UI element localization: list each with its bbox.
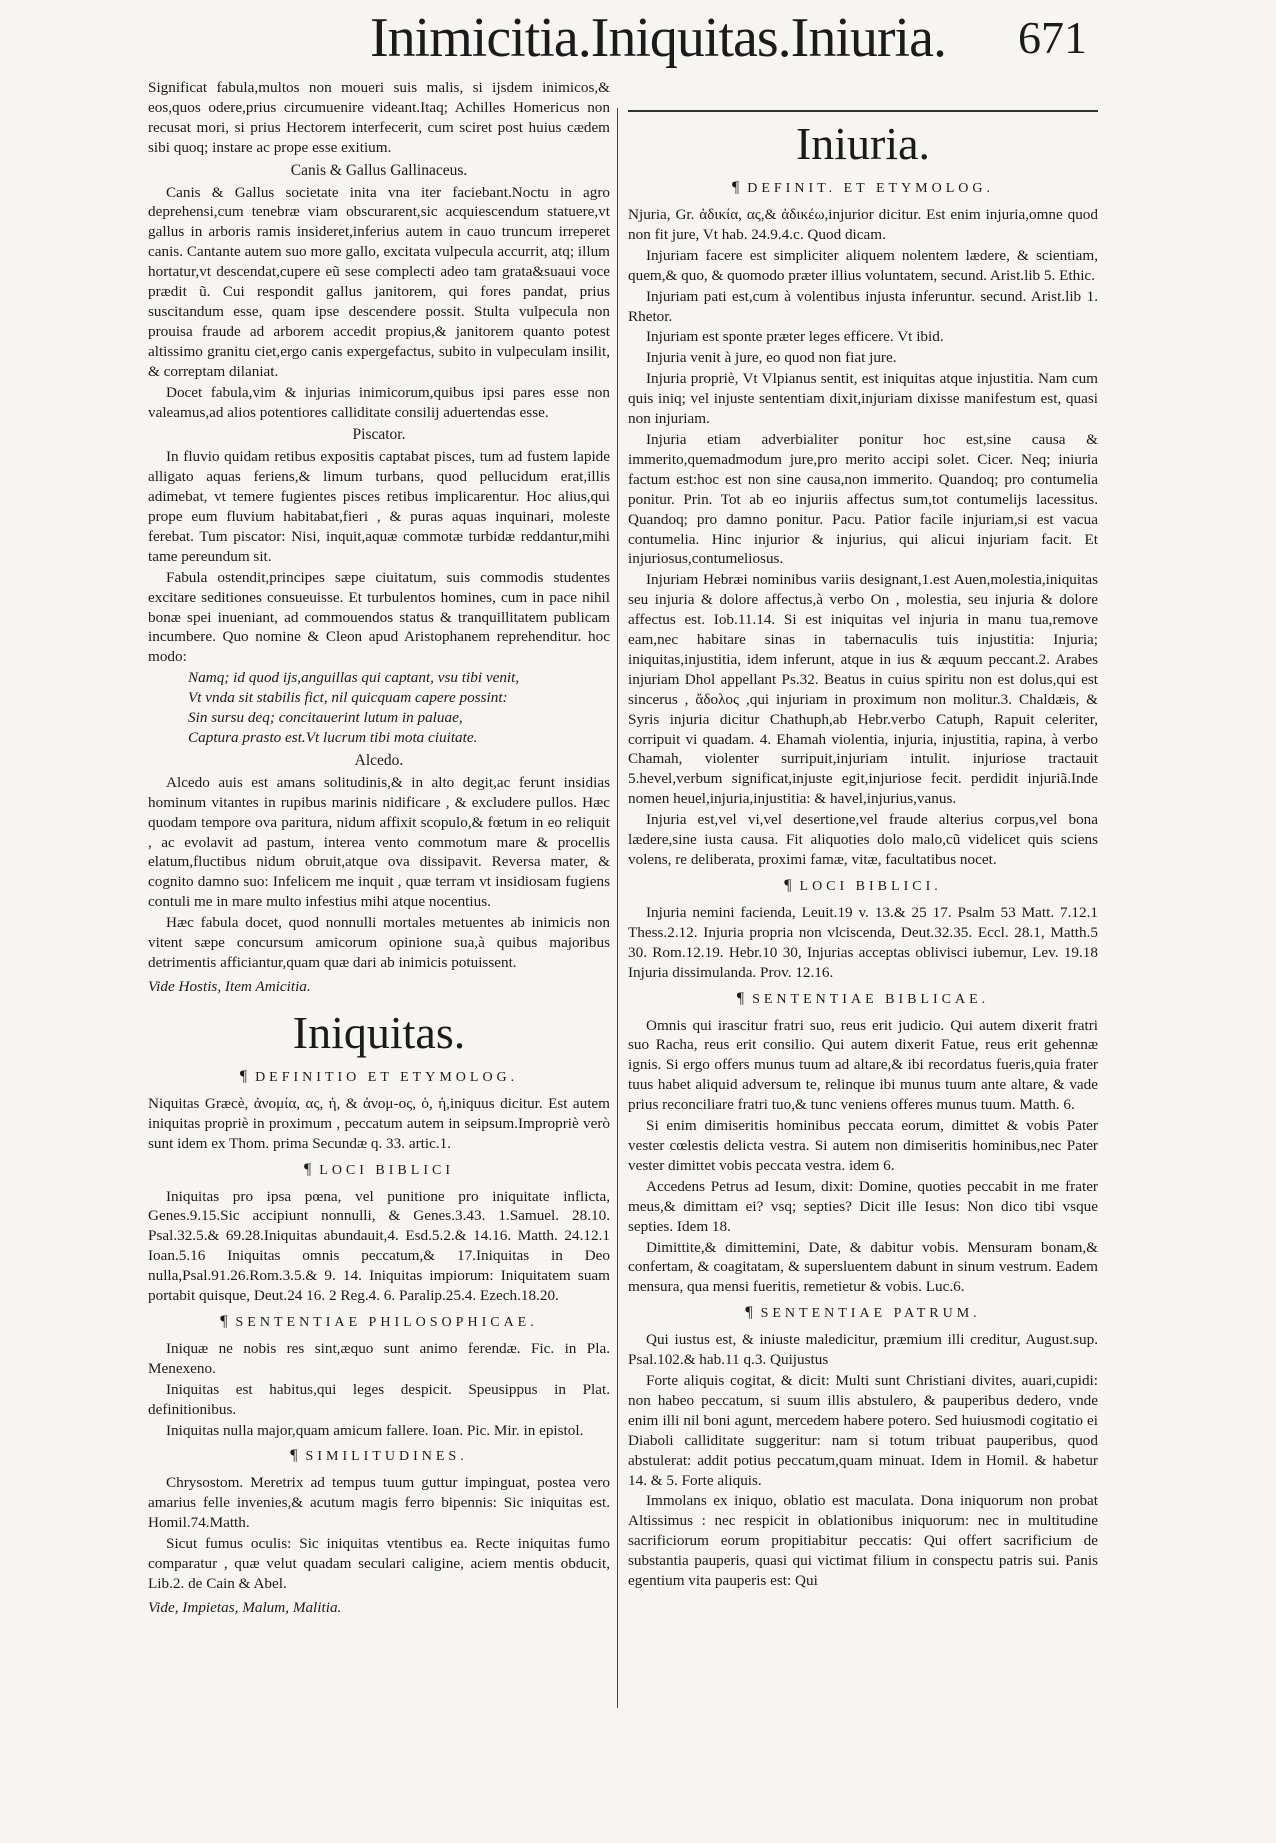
definition-paragraph: Injuriam est sponte præter leges efficere. Vt ibid.: [646, 328, 944, 346]
definition-paragraph: Niquitas Græcè, ἀνομία, ας, ἡ, & ἀνομ-ος, ὁ, ἡ,iniquus dicitur. Est autem iniquitas propriè in proximum , peccatum autem in seipsum.Impropriè verò sunt idem ex Thom. prima Secundæ q. 33. artic.1.: [148, 1094, 610, 1152]
section-heading-label: SENTENTIAE BIBLICAE.: [752, 991, 990, 1007]
verse-line: Vt vnda sit stabilis fict, nil quicquam capere possint:: [188, 689, 508, 707]
fable-moral-paragraph: Docet fabula,vim & injurias inimicorum,quibus ipsi pares esse non valeamus,ad alios potentiores calliditate consilij aduertendas esse.: [148, 383, 610, 421]
verse-line: Namq; id quod ijs,anguillas qui captant, vsu tibi venit,: [188, 669, 520, 687]
definition-paragraph: Injuria est,vel vi,vel desertione,vel fraude alterius corpus,vel bona lædere,sine iusta causa. Fit aliquoties dolo malo,cũ videlicet quis sciens volens, re deliberata, proximi famæ, vitæ, facultatibus nocet.: [628, 811, 1098, 868]
bible-refs-paragraph: Iniquitas pro ipsa pœna, vel punitione pro iniquitate inflicta, Genes.9.15.Sic accipiunt nonnulli, & Genes.3.43. 1.Samuel. 28.10. Psal.32.5.& 69.28.Iniquitas abundauit,4. Esd.5.2.& 14.16. Matth. 24.12.1 Ioan.5.16 Iniquitas omnis peccatum,& 17.Iniquitas in Deo nulla,Psal.91.26.Rom.3.5.& 9. 14. Iniquitas impiorum: Iniquitatem suam portabit quisque, Deut.24 16. 2 Reg.4. 6. Paralip.25.4. Ezech.18.20.: [148, 1187, 610, 1305]
fable-paragraph: In fluvio quidam retibus expositis captabat pisces, tum ad fustem lapide alligato aquas feriens,& limum turbans, quod pellucidum erat,illis adimebat, vt temere fugientes pisces retibus implicarentur. Hoc alius,qui prope eum fluvium habitabat,fieri , & puras aquas inquinari, moleste ferebat. Tum piscator: Nisi, inquit,aquæ commotæ turbidæ reddantur,mihi tame pereundum sit.: [148, 448, 610, 565]
section-heading: [148, 1067, 610, 1088]
bible-refs-paragraph: Injuria nemini facienda, Leuit.19 v. 13.& 25 17. Psalm 53 Matt. 7.12.1 Thess.2.12. Injuria propria non vlciscenda, Deut.32.35. Eccl. 28.1, Matth.5 30. Rom.12.19. Hebr.10 30, Injurias acceptas oblivisci iubemur, Lev. 19.18 Injuria dissimulanda. Prov. 12.16.: [628, 903, 1098, 981]
pilcrow-icon: ¶: [784, 876, 792, 894]
page-number: 671: [1018, 12, 1087, 63]
fable-moral-paragraph: Significat fabula,multos non moueri suis malis, si ijsdem inimicos,& eos,quos odere,prius circumuenire videant.Itaq; Achilles Homericus non recusat mori, si prius Hectorem interfecerit, cum sciret post huius cædem sibi quoq; instare ac prope esse exitium.: [148, 79, 610, 156]
section-heading-label: SENTENTIAE PHILOSOPHICAE.: [235, 1314, 538, 1330]
definition-paragraph: Injuria venit à jure, eo quod non fiat jure.: [646, 349, 897, 367]
section-heading: [628, 876, 1098, 897]
section-heading-label: DEFINIT. ET ETYMOLOG.: [747, 181, 995, 196]
section-heading: [628, 1303, 1098, 1324]
etymology-paragraph: Injuriam Hebræi nominibus variis designant,1.est Auen,molestia,iniquitas seu injuria & dolore affectus,à verbo On , molestia, seu injuria & dolore affectus est. Iob.11.14. Si est iniquitas vel injuria in manu tua,remove eam,nec habitare sinas in tabernaculis tuis injustitia: Injuria; iniquitas,injustitia, idem inferunt, atque in ius & æquum peccant.2. Arabes injuriam Dhol appellant Ps.32. Beatus in cuius spiritu non est dolus,qui est sincerus , ἄδολος ,qui injuriam in proximum non molitur.3. Chaldæis, & Syris injuria dicitur Chathuph,ab Hebr.verbo Catuph, Rapuit celeriter, corripuit vi quadam. 4. Ehamah violentia, injuria, injustitia, rapina, à verbo Chamah, violenter surripuit,injuriam intulit. injuriose tractauit 5.hevel,verbum significat,injuste egit,injuriose fecit. perdidit injuriã.Inde nomen heuel,injuria,injustitia: & havel,injurius,vanus.: [628, 571, 1098, 808]
sentence-paragraph: Qui iustus est, & iniuste maledicitur, præmium illi creditur, August.sup. Psal.102.& hab.11 q.3. Quijustus: [628, 1331, 1098, 1369]
section-heading-label: LOCI BIBLICI.: [799, 878, 942, 894]
page-header: [0, 0, 1276, 78]
section-heading: [148, 1312, 610, 1333]
sentence-paragraph: Iniquitas est habitus,qui leges despicit. Speusippus in Plat. definitionibus.: [148, 1380, 610, 1418]
section-heading-label: SENTENTIAE PATRUM.: [760, 1306, 981, 1322]
section-heading-label: DEFINITIO ET ETYMOLOG.: [255, 1069, 519, 1085]
definition-paragraph: Injuria propriè, Vt Vlpianus sentit, est iniquitas atque injustitia. Nam cum quis iniq; vel injuste sententiam dixit,injuriam dixisse manifestum est, quasi non injuriam.: [628, 370, 1098, 428]
sentence-paragraph: Si enim dimiseritis hominibus peccata eorum, dimittet & vobis Pater vester cœlestis delicta vestra. Si autem non dimiseritis hominibus,nec Pater vester dimittet vobis peccata vestra. idem 6.: [628, 1117, 1098, 1174]
pilcrow-icon: ¶: [239, 1067, 248, 1085]
section-heading: [628, 989, 1098, 1010]
fable-moral-paragraph: Hæc fabula docet, quod nonnulli mortales metuentes ab inimicis non vitent sæpe concursum amicorum opinione sua,à quibus majoribus detrimentis afficiantur,quam quæ dari ab inimicis potuissent.: [148, 914, 610, 971]
fable-title: Alcedo.: [354, 751, 404, 769]
sentence-paragraph: Accedens Petrus ad Iesum, dixit: Domine, quoties peccabit in me frater meus,& dimittam ei? vsq; septies? Dicit ille Iesus: Non dico tibi vsque septies. Idem 18.: [628, 1177, 1098, 1235]
cross-reference: Vide, Impietas, Malum, Malitia.: [148, 1598, 342, 1616]
sentence-paragraph: Dimittite,& dimittemini, Date, & dabitur vobis. Mensuram bonam,& confertam, & coagitatam, & supersluentem dabunt in sinum vestrum. Eadem mensura, qua mensi fueritis, remetietur & vobis. Luc.6.: [628, 1238, 1098, 1296]
right-column: [628, 78, 1098, 1790]
pilcrow-icon: ¶: [304, 1160, 312, 1178]
pilcrow-icon: ¶: [731, 179, 740, 196]
entry-heading: Iniquitas.: [292, 1006, 466, 1058]
section-heading: [148, 1160, 610, 1181]
section-heading-label: LOCI BIBLICI: [319, 1162, 454, 1178]
definition-paragraph: Injuria etiam adverbialiter ponitur hoc est,sine causa & immerito,quemadmodum jure,pro merito accipi solet. Cicer. Neq; iniuria factum est:hoc est non sine causa,non immerito. Quandoq; pro contumelia ponitur. Prin. Tot ab eo injuriis affectus sum,tot contumelijs lacessitus. Quandoq; pro damno ponitur. Pacu. Patior facile injuriam,si est vacua contumelia. Hinc injurior & injurius, qui alicui injuriam facit. Et injuriosus,contumeliosus.: [628, 430, 1098, 568]
fable-paragraph: Alcedo auis est amans solitudinis,& in alto degit,ac ferunt insidias hominum vitantes in rupibus marinis nidificare , & excludere pullos. Hæc quodam tempore ova paritura, nidum affixit scopulo,& fœtum in eo reliquit , ac evolavit ad pastum, interea vento commotum mare & procellis elatum,fluctibus nidum obruit,atque ova dissipavit. Reversa mater, & cognito damno suo: Infelicem me inquit , quæ terram vt insidiosam fugiens contuli me in mare multo infestius mihi atque nocentius.: [148, 773, 610, 911]
pilcrow-icon: ¶: [745, 1304, 753, 1322]
pilcrow-icon: ¶: [220, 1312, 228, 1330]
sentence-paragraph: Forte aliquis cogitat, & dicit: Multi sunt Christiani divites, auari,cupidi: non habeo peccatum, si suum illis abstulero, & pauperibus dedero, vnde enim illi nil boni agunt, mercedem habere potero. Sed huiusmodi cogitatio ei Diaboli calliditate suggeritur: nam si totum tribuat pauperibus, quod abstulerat: addit potius peccatum,quam minuat. Idem in Homil. & habetur 14. & 5. Forte aliquis.: [628, 1372, 1098, 1489]
definition-paragraph: Njuria, Gr. ἀδικία, ας,& ἀδικέω,injurior dicitur. Est enim injuria,omne quod non fit jure, Vt hab. 24.9.4.c. Quod dicam.: [628, 206, 1098, 243]
cross-reference: Vide Hostis, Item Amicitia.: [148, 977, 311, 995]
section-heading-label: SIMILITUDINES.: [305, 1449, 468, 1465]
section-heading: [148, 1446, 610, 1467]
sentence-paragraph: Immolans ex iniquo, oblatio est maculata. Dona iniquorum non probat Altissimus : nec respicit in oblationibus iniquorum: nec in multitudine sacrificiorum eorum propitiabitur peccatis: Qui offert sacrificium de substantia pauperis, quasi qui victimat filium in conspectu patris sui. Panis egentium vita pauperis est: Qui: [628, 1492, 1098, 1590]
pilcrow-icon: ¶: [736, 989, 745, 1007]
verse-line: Sin sursu deq; concitauerint lutum in paluae,: [188, 709, 463, 727]
fable-paragraph: Canis & Gallus societate inita vna iter faciebant.Noctu in agro deprehensi,cum tenebræ viam obscurarent,sic acquiescendum statuere,vt gallus in arboris ramis insideret,inferius autem in cauo truncum irreperet canis. Cantante autem suo more gallo, excitata vulpecula accurrit, atq; illum hortatur,vt descendat,cupere eũ sese complecti adeo tam grata&suaui voce prædit ũ. Cui respondit gallus janitorem, qui fores pandat, prius suscitandum esse, quam ipse descendere possit. Stulta vulpecula non prouisa fraude ad arborem accedit propius,& janitorem quanto potest altissimo granitu ciet,ergo canis expergefactus, subito in vulpeculam insilit, & correptam dilaniat.: [148, 183, 610, 380]
sentence-paragraph: Omnis qui irascitur fratri suo, reus erit judicio. Qui autem dixerit fratri suo Racha, reus erit consilio. Qui autem dixerit Fatue, reus erit gehennæ ignis. Si ergo offers munus tuum ad altare,& ibi recordatus fueris,quia frater tuus habet aliquid adversum te, relinque ibi munus tuum ante altare, & vade prius reconciliare fratri tuo,& tunc veniens offeres munus tuum. Matth. 6.: [628, 1016, 1098, 1114]
sentence-paragraph: Iniquæ ne nobis res sint,æquo sunt animo ferendæ. Fic. in Pla. Menexeno.: [148, 1339, 610, 1377]
fable-title: Piscator.: [352, 426, 406, 444]
section-heading: [628, 178, 1098, 199]
simile-paragraph: Sicut fumus oculis: Sic iniquitas vtentibus ea. Recte iniquitas fumo comparatur , quæ velut quadam seculari caligine, aciem mentis obducit, Lib.2. de Cain & Abel.: [148, 1535, 610, 1592]
running-head: Inimicitia.Iniquitas.Iniuria.: [370, 7, 946, 69]
left-column: [148, 78, 610, 1790]
definition-paragraph: Injuriam facere est simpliciter aliquem nolentem lædere, & scientiam, quem,& quo, & quomodo præter illius voluntatem, secund. Arist.lib 5. Ethic.: [628, 246, 1098, 284]
sentence-paragraph: Iniquitas nulla major,quam amicum fallere. Ioan. Pic. Mir. in epistol.: [166, 1421, 584, 1439]
entry-heading: Iniuria.: [795, 118, 931, 169]
simile-paragraph: Chrysostom. Meretrix ad tempus tuum guttur impinguat, postea vero amarius felle invenies,& acutum magis ferro bipennis: Sic iniquitas est. Homil.74.Matth.: [148, 1474, 610, 1532]
definition-paragraph: Injuriam pati est,cum à volentibus injusta inferuntur. secund. Arist.lib 1. Rhetor.: [628, 287, 1098, 325]
pilcrow-icon: ¶: [290, 1447, 298, 1465]
fable-moral-paragraph: Fabula ostendit,principes sæpe ciuitatum, suis commodis studentes excitare seditiones consueuisse. Et turbulentos homines, cum in pace nihil bonæ spei inueniant, ad commouendos status & tranquillitatem publicam incumbere. Quo nomine & Cleon apud Aristophanem reprehenditur. hoc modo:: [148, 568, 610, 666]
fable-title: Canis & Gallus Gallinaceus.: [290, 161, 468, 179]
column-divider: [617, 108, 618, 1708]
verse-line: Captura prasto est.Vt lucrum tibi mota ciuitate.: [188, 729, 478, 746]
